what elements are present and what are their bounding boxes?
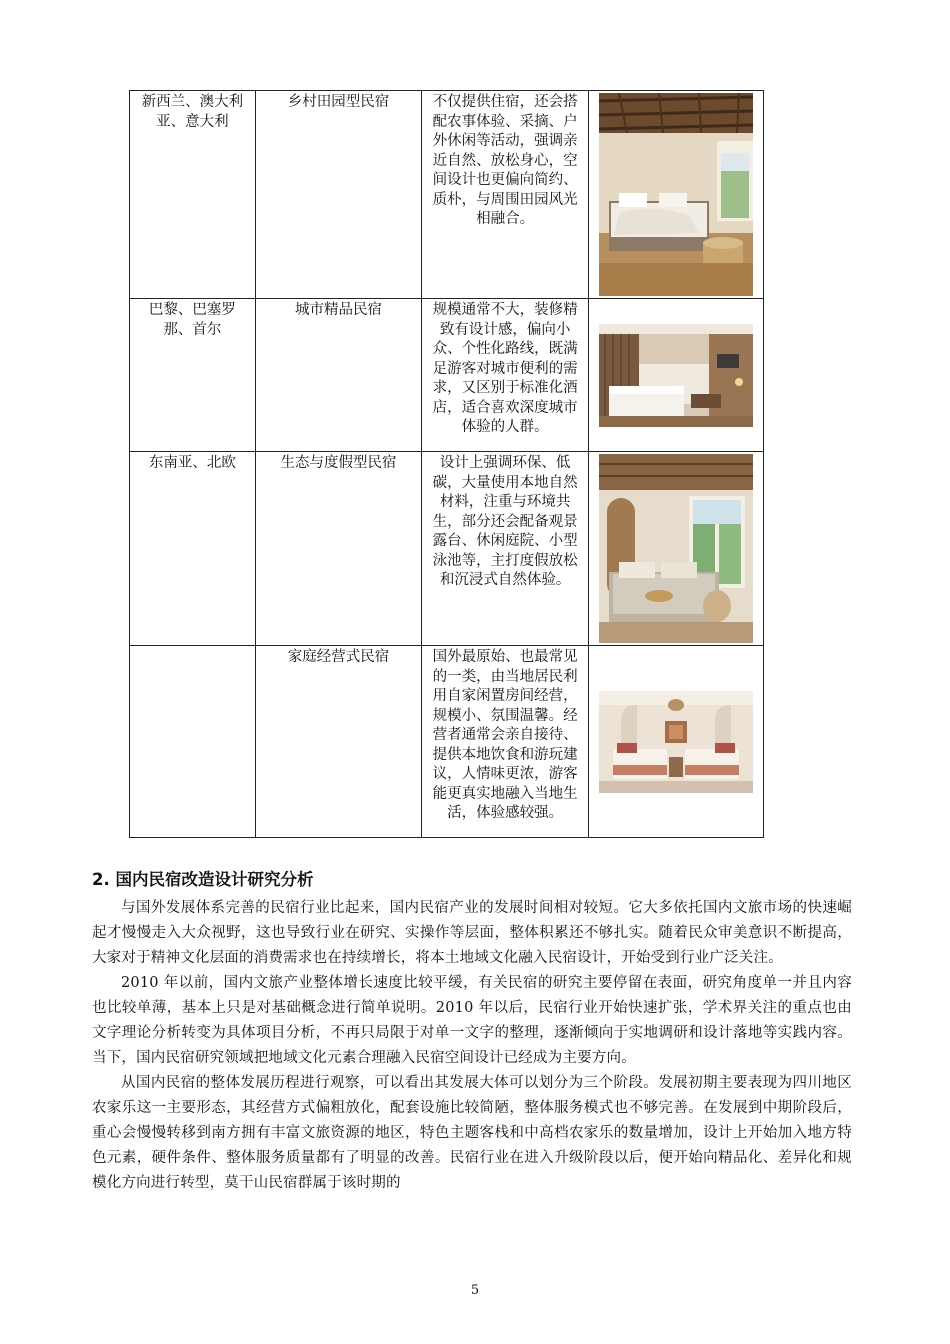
family-twin-bedroom-photo [599, 691, 753, 793]
rustic-bedroom-photo [599, 93, 753, 296]
type-cell: 家庭经营式民宿 [255, 646, 422, 838]
image-cell [588, 452, 763, 646]
region-cell [130, 646, 256, 838]
paragraph: 从国内民宿的整体发展历程进行观察，可以看出其发展大体可以划分为三个阶段。发展初期主要表现为四川地区农家乐这一主要形态，其经营方式偏粗放化，配套设施比较简陋，整体服务模式也不够完善。在发展到中期阶段后，重心会慢慢转移到南方拥有丰富文旅资源的地区，特色主题客栈和中高档农家乐的数量增加，设计上开始加入地方特色元素，硬件条件、整体服务质量都有了明显的改善。民宿行业在进入升级阶段以后，便开始向精品化、差异化和规模化方向进行转型，莫干山民宿群属于该时期的 [92, 1075, 852, 1191]
paragraph: 与国外发展体系完善的民宿行业比起来，国内民宿产业的发展时间相对较短。它大多依托国内文旅市场的快速崛起才慢慢走入大众视野，这也导致行业在研究、实操作等层面，整体积累还不够扎实。随着民众审美意识不断提高，大家对于精神文化层面的消费需求也在持续增长，将本土地域文化融入民宿设计，开始受到行业广泛关注。 [92, 900, 852, 966]
type-cell: 城市精品民宿 [255, 299, 422, 452]
resort-bedroom-photo [599, 454, 753, 643]
image-cell [588, 91, 763, 299]
description-cell: 规模通常不大，装修精致有设计感，偏向小众、个性化路线，既满足游客对城市便利的需求，又区别于标准化酒店，适合喜欢深度城市体验的人群。 [422, 299, 589, 452]
description-cell: 不仅提供住宿，还会搭配农事体验、采摘、户外休闲等活动，强调亲近自然、放松身心，空间设计也更偏向简约、质朴，与周围田园风光相融合。 [422, 91, 589, 299]
image-cell [588, 646, 763, 838]
description-cell: 国外最原始、也最常见的一类，由当地居民利用自家闲置房间经营，规模小、氛围温馨。经营者通常会亲自接待、提供本地饮食和游玩建议，人情味更浓，游客能更真实地融入当地生活，体验感较强。 [422, 646, 589, 838]
boutique-bedroom-photo [599, 324, 753, 427]
table-row [130, 646, 764, 838]
region-cell: 东南亚、北欧 [130, 452, 256, 646]
paragraph: 2010 年以前，国内文旅产业整体增长速度比较平缓，有关民宿的研究主要停留在表面，研究角度单一并且内容也比较单薄，基本上只是对基础概念进行简单说明。2010 年以后，民宿行业开始快速扩张，学术界关注的重点也由文字理论分析转变为具体项目分析，不再只局限于对单一文字的整理，逐渐倾向于实地调研和设计落地等实践内容。当下，国内民宿研究领域把地域文化元素合理融入民宿空间设计已经成为主要方向。 [92, 975, 852, 1066]
region-cell: 巴黎、巴塞罗那、首尔 [130, 299, 256, 452]
type-cell: 乡村田园型民宿 [255, 91, 422, 299]
section-body [92, 896, 852, 1196]
section-heading: 2. 国内民宿改造设计研究分析 [92, 870, 314, 889]
table-row [130, 299, 764, 452]
table-row [130, 91, 764, 299]
image-cell [588, 299, 763, 452]
table-row [130, 452, 764, 646]
homestay-type-table [129, 90, 764, 838]
page-number: 5 [470, 1283, 480, 1298]
type-cell: 生态与度假型民宿 [255, 452, 422, 646]
region-cell: 新西兰、澳大利亚、意大利 [130, 91, 256, 299]
description-cell: 设计上强调环保、低碳，大量使用本地自然材料，注重与环境共生，部分还会配备观景露台、休闲庭院、小型泳池等，主打度假放松和沉浸式自然体验。 [422, 452, 589, 646]
